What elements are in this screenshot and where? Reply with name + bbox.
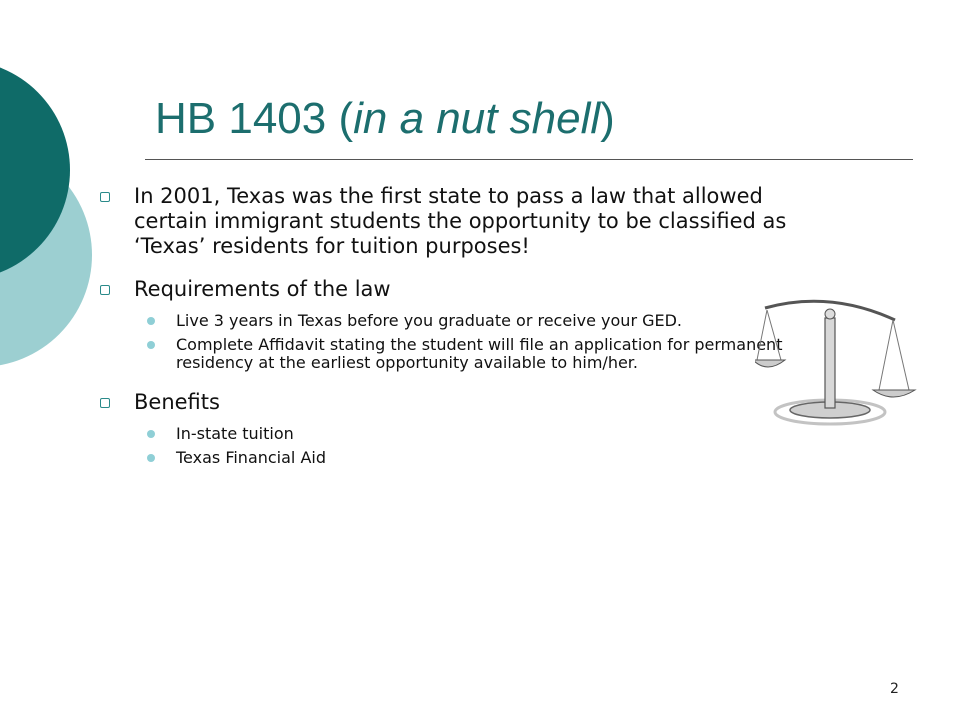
- square-bullet-icon: [100, 398, 110, 408]
- square-bullet-icon: [100, 285, 110, 295]
- sub-bullet-list: [134, 425, 790, 467]
- sub-bullet-item: Live 3 years in Texas before you graduate or receive your GED.: [100, 312, 790, 330]
- sub-bullet-item: In-state tuition: [100, 425, 790, 443]
- sub-bullet-list: [134, 312, 790, 372]
- dot-bullet-icon: [147, 341, 155, 349]
- sub-bullet-item: Complete Affidavit stating the student will file an application for permanent residency at the earliest opportunity available to him/her.: [100, 336, 790, 372]
- dot-bullet-icon: [147, 454, 155, 462]
- sub-bullet-item: Texas Financial Aid: [100, 449, 790, 467]
- page-number: 2: [890, 681, 899, 697]
- dot-bullet-icon: [147, 430, 155, 438]
- bullet-item: Benefits In-state tuition Texas Financial Aid: [100, 390, 790, 467]
- bullet-item: Requirements of the law Live 3 years in Texas before you graduate or receive your GED. Complete Affidavit stating the student will file an application for permanent residency at the earliest opportunity available to him/her.: [100, 277, 790, 372]
- square-bullet-icon: [100, 192, 110, 202]
- title-divider: [145, 159, 913, 160]
- scales-of-justice-illustration: [755, 290, 930, 440]
- page-title: HB 1403 (in a nut shell): [155, 94, 615, 143]
- dot-bullet-icon: [147, 317, 155, 325]
- bullet-item: In 2001, Texas was the first state to pass a law that allowed certain immigrant students the opportunity to be classified as ‘Texas’ residents for tuition purposes!: [100, 184, 790, 259]
- bullet-list: [100, 184, 790, 485]
